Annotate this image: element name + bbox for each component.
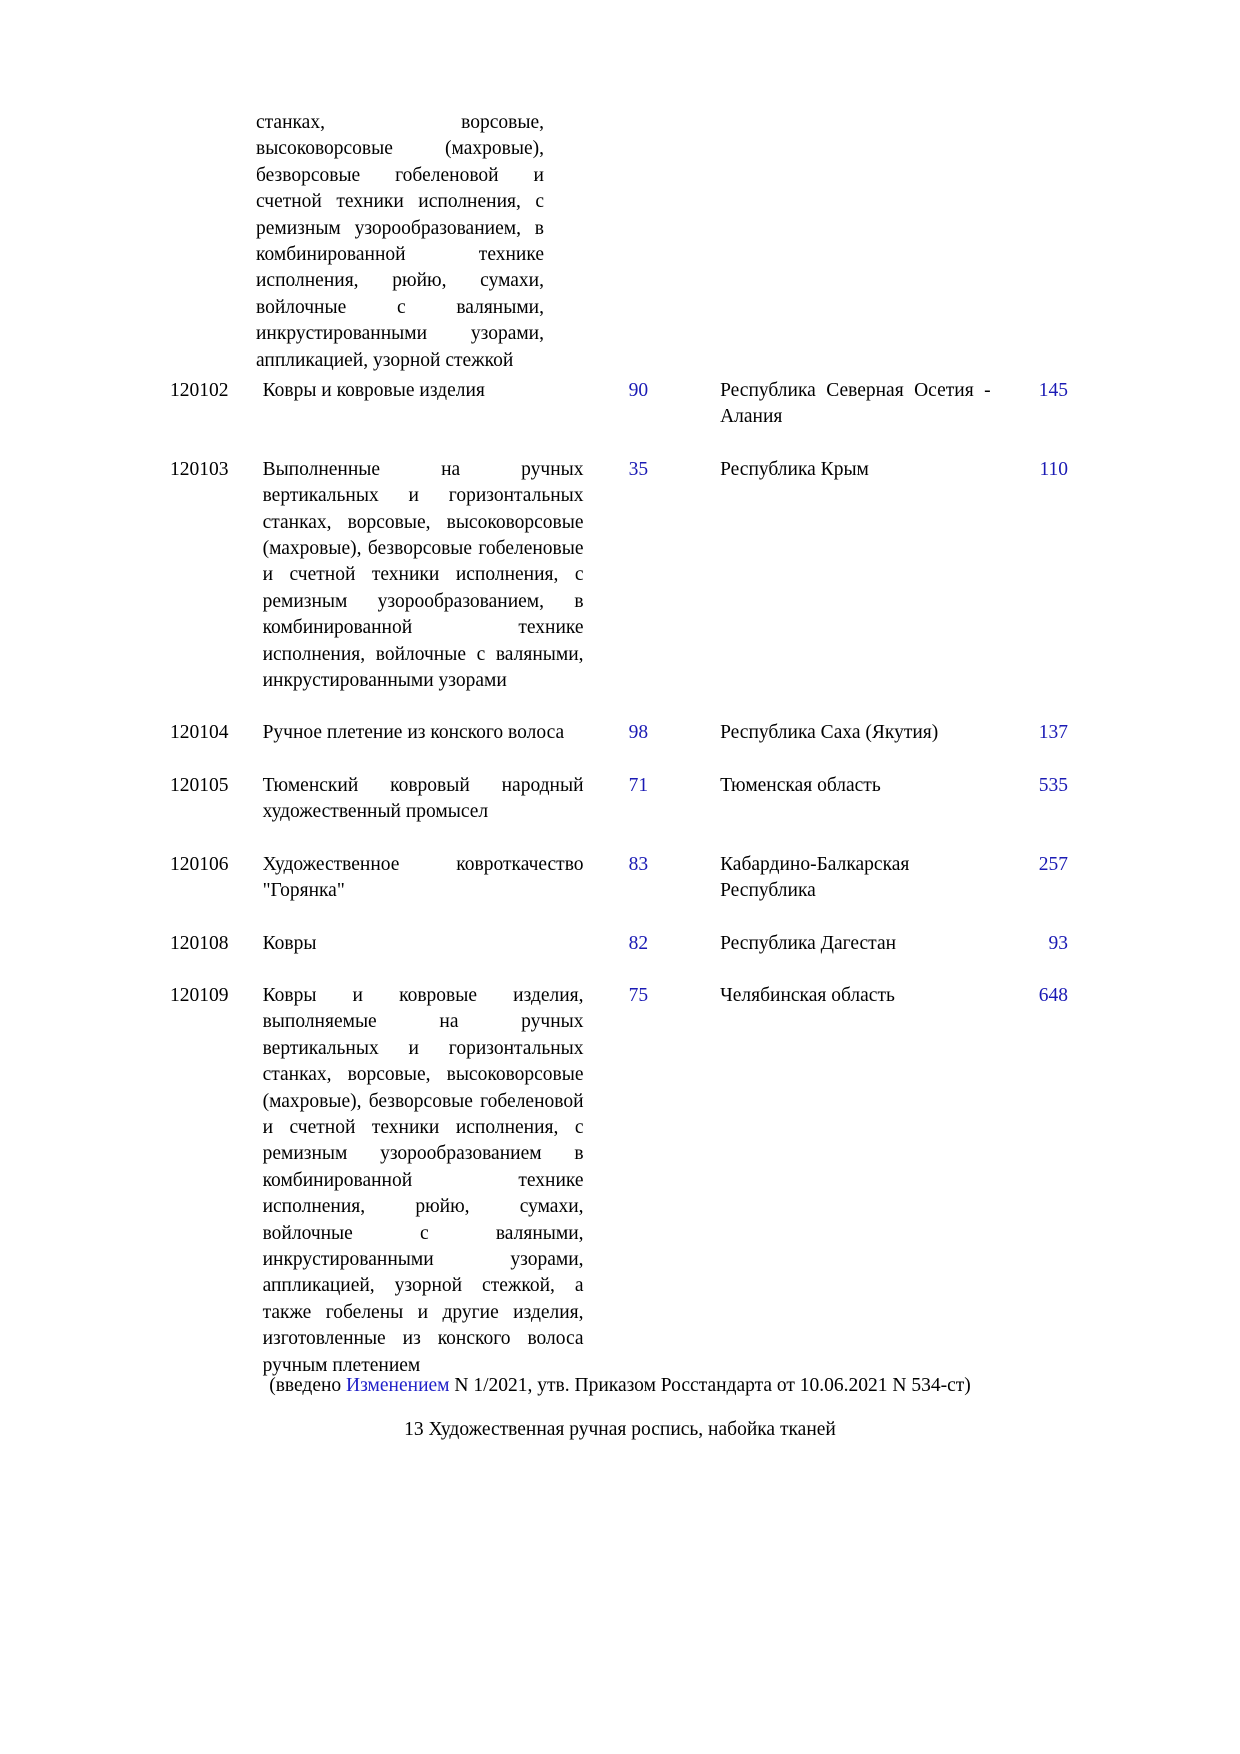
row-spacer (170, 431, 1070, 457)
row-region: Тюменская область (720, 774, 881, 796)
row-spacer (170, 905, 1070, 931)
table-row (170, 931, 1070, 957)
row-code: 120108 (170, 932, 229, 954)
row-number: 71 (628, 774, 649, 796)
row-region-number: 535 (1038, 774, 1068, 796)
row-number: 98 (628, 722, 649, 744)
table-row (170, 773, 1070, 826)
row-gap (995, 720, 1006, 746)
continuation-paragraph: станках, ворсовые, высоковорсовые (махровые), безворсовые гобеленовой и счетной техники исполнения, с ремизным узорообразованием, в комбинированной технике исполнения, рюйю, сумахи, войлочные с валяными, инкрустированными узорами, аппликацией, узорной стежкой (256, 112, 544, 371)
row-gap (995, 852, 1006, 905)
row-number: 90 (628, 380, 649, 401)
row-gap (650, 852, 720, 905)
row-number: 35 (628, 458, 649, 480)
row-gap (995, 983, 1006, 1379)
row-gap (650, 931, 720, 957)
row-region: Республика Саха (Якутия) (720, 722, 939, 744)
row-description: Ковры и ковровые изделия, выполняемые на ручных вертикальных и горизонтальных станках, ворсовые, высоковорсовые (махровые), безворсовые гобеленовой и счетной техники исполнения, с ремизным узорообразованием в комбинированной технике исполнения, рюйю, сумахи, войлочные с валяными, инкрустированными узорами, аппликацией, узорной стежкой, а также гобелены и другие изделия, изготовленные из конского волоса ручным плетением (262, 984, 584, 1376)
row-gap (650, 457, 720, 695)
row-gap (586, 457, 597, 695)
row-code: 120103 (170, 458, 229, 480)
amendment-prefix: (введено (269, 1375, 347, 1396)
row-region: Республика Крым (720, 458, 869, 480)
row-region: Кабардино-Балкарская Республика (720, 853, 910, 902)
row-gap (586, 931, 597, 957)
row-code: 120105 (170, 774, 229, 796)
row-region: Челябинская область (720, 984, 895, 1006)
row-spacer (170, 826, 1070, 852)
table-top-offset (170, 110, 1070, 378)
table-row (170, 852, 1070, 905)
row-gap (586, 983, 597, 1379)
row-gap (995, 931, 1006, 957)
row-gap (586, 852, 597, 905)
section-heading: 13 Художественная ручная роспись, набойка тканей (404, 1419, 836, 1440)
row-gap (650, 720, 720, 746)
row-code: 120106 (170, 853, 229, 875)
row-code: 120102 (170, 380, 229, 401)
row-gap (650, 773, 720, 826)
registry-table (170, 110, 1070, 1379)
row-spacer (170, 747, 1070, 773)
row-gap (995, 773, 1006, 826)
row-number: 83 (628, 853, 649, 875)
row-number: 82 (628, 932, 649, 954)
row-description: Художественное ковроткачество "Горянка" (262, 853, 584, 902)
amendment-note (0, 1373, 1240, 1399)
row-region-number: 648 (1038, 984, 1068, 1006)
row-region-number: 257 (1038, 853, 1068, 875)
table-row (170, 457, 1070, 695)
row-description: Выполненные на ручных вертикальных и горизонтальных станках, ворсовые, высоковорсовые (махровые), безворсовые гобеленовые и счетной техники исполнения, с ремизным узорообразованием, в комбинированной технике исполнения, войлочные с валяными, инкрустированными узорами (262, 458, 584, 692)
row-description: Тюменский ковровый народный художественный промысел (262, 774, 584, 823)
row-region-number: 145 (1038, 380, 1068, 401)
row-spacer (170, 694, 1070, 720)
table-row (170, 983, 1070, 1379)
row-code: 120104 (170, 722, 229, 744)
row-gap (650, 378, 720, 431)
row-number: 75 (628, 984, 649, 1006)
row-description: Ручное плетение из конского волоса (262, 722, 565, 744)
row-spacer (170, 957, 1070, 983)
row-gap (995, 457, 1006, 695)
row-code: 120109 (170, 984, 229, 1006)
row-gap (586, 378, 597, 431)
row-region-number: 93 (1048, 932, 1068, 954)
row-description: Ковры и ковровые изделия (262, 380, 485, 401)
row-description: Ковры (262, 932, 317, 954)
row-gap (586, 720, 597, 746)
amendment-suffix: N 1/2021, утв. Приказом Росстандарта от 10.06.2021 N 534-ст) (449, 1375, 971, 1396)
row-region: Республика Северная Осетия - Алания (720, 380, 991, 428)
table-row (170, 720, 1070, 746)
row-gap (995, 378, 1006, 431)
table-row (170, 378, 1070, 431)
amendment-link[interactable]: Изменением (346, 1375, 450, 1396)
row-region-number: 110 (1039, 458, 1068, 480)
row-region: Республика Дагестан (720, 932, 897, 954)
row-region-number: 137 (1038, 722, 1068, 744)
row-gap (650, 983, 720, 1379)
row-gap (586, 773, 597, 826)
